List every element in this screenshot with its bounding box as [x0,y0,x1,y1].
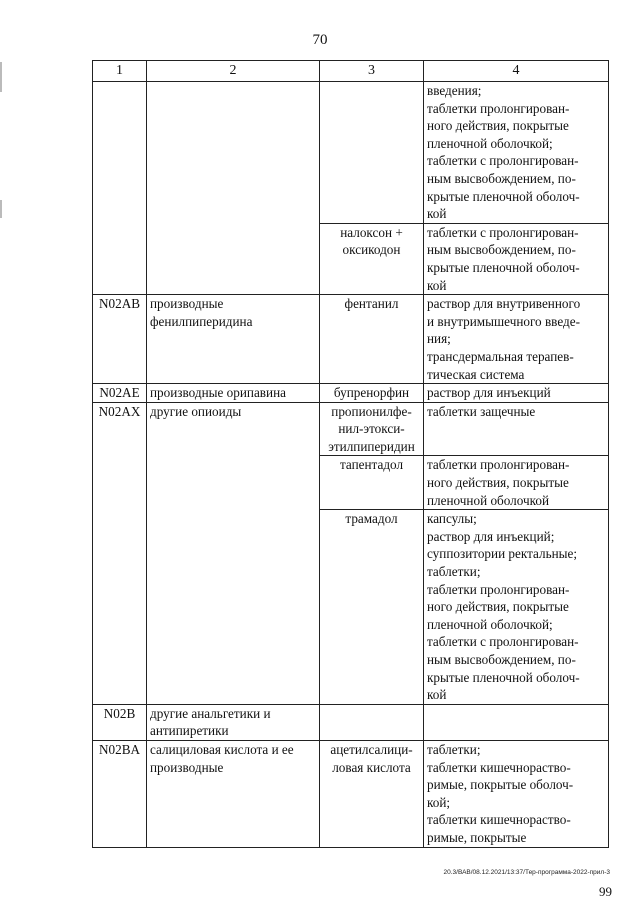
dosage-form-line: трансдермальная терапев- [427,348,574,364]
dosage-form-line: римые, покрытые [427,829,527,845]
group-name-cell [147,82,320,295]
drug-name-cell [320,295,424,384]
drug-name-line: бупренорфин [333,385,410,401]
dosage-form-line: ным высвобождением, по- [427,170,576,186]
dosage-form-line: крытые пленочной оболоч- [427,188,580,204]
dosage-form-line: пленочной оболочкой; [427,135,553,151]
atc-code-cell [93,82,147,295]
drug-name-line: пропионилфе- [331,403,412,419]
table-row [93,82,609,224]
table-row [93,704,609,740]
group-name-line: антипиретики [150,723,229,739]
dosage-form-cell [424,510,609,705]
dosage-form-line: раствор для внутривенного [427,296,581,312]
drug-name-line: оксикодон [342,242,401,258]
dosage-form-line: ным высвобождением, по- [427,652,576,667]
group-name-cell [147,402,320,704]
dosage-form-line: кой; [427,794,451,810]
dosage-form-line: пленочной оболочкой [427,492,550,508]
dosage-form-line: таблетки с пролонгирован- [427,634,579,650]
table-row [93,384,609,403]
dosage-form-line: таблетки защечные [427,403,536,419]
drug-name-cell [320,740,424,847]
dosage-form-line: пленочной оболочкой; [427,616,553,632]
atc-code-cell: N02BA [93,740,147,847]
table-row [93,740,609,847]
dosage-form-line: ным высвобождением, по- [427,242,576,258]
drug-name-line: трамадол [345,511,398,527]
dosage-form-line: капсулы; [427,511,477,527]
drug-name-line: нил-этокси- [338,421,405,437]
group-name-cell [147,384,320,403]
drug-name-cell [320,704,424,740]
dosage-form-cell [424,704,609,740]
dosage-form-line: таблетки; [427,741,481,757]
dosage-form-line: крытые пленочной оболоч- [427,669,580,685]
group-name-line: другие анальгетики и [150,705,271,721]
drug-name-line: тапентадол [339,457,404,473]
dosage-form-line: кой [427,687,447,703]
group-name-line: производные [150,296,224,312]
dosage-form-cell [424,740,609,847]
dosage-form-line: ного действия, покрытые [427,475,569,491]
dosage-form-line: римые, покрытые оболоч- [427,777,574,793]
dosage-form-cell [424,82,609,224]
dosage-form-cell [424,402,609,456]
drug-name-line: налоксон + [340,224,403,240]
dosage-form-line: таблетки кишечнораство- [427,812,571,828]
dosage-form-line: таблетки с пролонгирован- [427,224,579,240]
group-name-cell [147,295,320,384]
dosage-form-line: введения; [427,83,482,98]
dosage-form-line: кой [427,277,447,293]
page-number: 70 [312,32,328,48]
drug-name-line: ацетилсалици- [330,741,413,757]
dosage-form-line: ного действия, покрытые [427,118,569,134]
dosage-form-line: таблетки; [427,564,481,580]
dosage-form-cell [424,384,609,403]
drug-name-cell [320,82,424,224]
dosage-form-cell [424,456,609,510]
dosage-form-line: ния; [427,331,451,347]
atc-code-cell: N02B [93,704,147,740]
dosage-form-line: таблетки пролонгирован- [427,457,570,473]
dosage-form-line: раствор для инъекций [427,385,551,401]
scan-edge-mark [0,200,2,218]
drug-name-cell [320,456,424,510]
dosage-form-line: таблетки кишечнораство- [427,759,571,775]
drug-name-cell [320,223,424,294]
column-header-4: 4 [424,61,609,82]
column-header-3: 3 [320,61,424,82]
dosage-form-line: и внутримышечного введе- [427,313,580,329]
dosage-form-line: суппозитории ректальные; [427,546,578,562]
scan-edge-mark [0,62,2,92]
dosage-form-line: таблетки с пролонгирован- [427,153,579,169]
footer-page-number: 99 [599,884,612,899]
group-name-cell [147,740,320,847]
drug-name-line: этилпиперидин [328,438,415,454]
atc-code-cell: N02AB [93,295,147,384]
column-header-2: 2 [147,61,320,82]
drug-name-line: фентанил [344,296,399,312]
group-name-cell [147,704,320,740]
atc-code-cell: N02AX [93,402,147,704]
table-header-row [93,61,609,82]
drug-name-cell [320,384,424,403]
drug-name-cell [320,510,424,705]
table-row [93,402,609,456]
dosage-form-line: тическая система [427,366,525,382]
group-name-line: производные орипавина [150,385,286,401]
column-header-1: 1 [93,61,147,82]
drug-name-cell [320,402,424,456]
dosage-form-line: ного действия, покрытые [427,599,569,615]
atc-code-cell: N02AE [93,384,147,403]
dosage-form-cell [424,295,609,384]
group-name-line: другие опиоиды [150,403,242,419]
dosage-form-line: таблетки пролонгирован- [427,581,570,597]
drug-table [92,60,609,848]
group-name-line: фенилпиперидина [150,313,253,329]
drug-name-line: ловая кислота [332,759,411,775]
dosage-form-line: кой [427,206,447,222]
dosage-form-line: крытые пленочной оболоч- [427,259,580,275]
group-name-line: салициловая кислота и ее [150,741,294,757]
group-name-line: производные [150,759,224,775]
table-row [93,295,609,384]
dosage-form-cell [424,223,609,294]
document-reference: 20.3/ВАВ/08.12.2021/13:37/Тер-программа-2022-прил-3 [443,869,610,876]
dosage-form-line: таблетки пролонгирован- [427,100,570,116]
dosage-form-line: раствор для инъекций; [427,528,555,544]
